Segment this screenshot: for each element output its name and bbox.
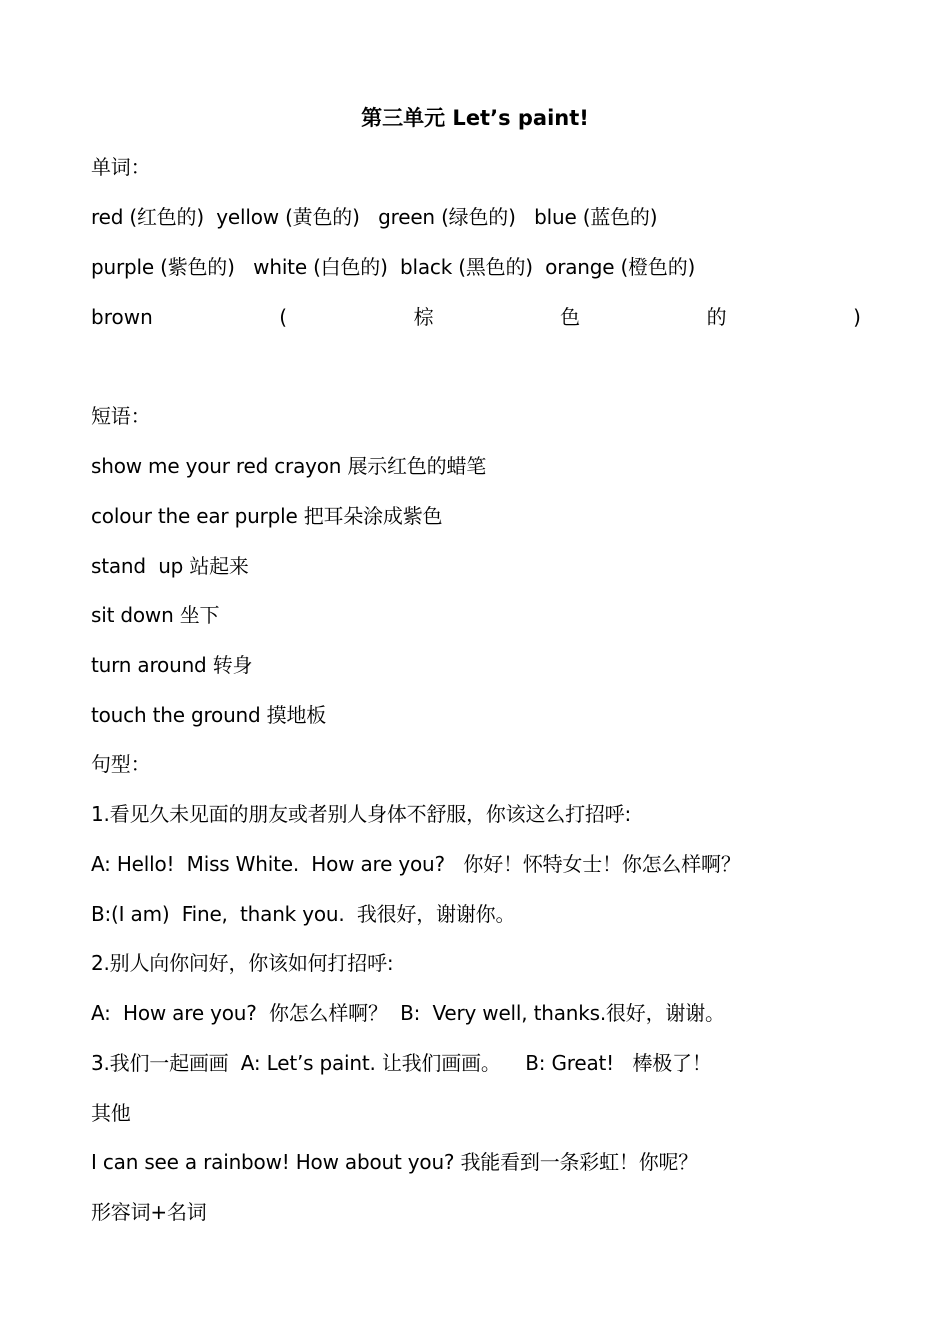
phrase-item: turn around 转身: [91, 653, 253, 677]
words-line-3: [91, 303, 861, 331]
others-heading: 其他: [91, 1101, 131, 1125]
phrase-item: show me your red crayon 展示红色的蜡笔: [91, 454, 487, 478]
sentence-line: 1.看见久未见面的朋友或者别人身体不舒服，你该这么打招呼:: [91, 802, 632, 826]
sentence-line: A: How are you? 你怎么样啊？ B: Very well, thanks.很好，谢谢。: [91, 1001, 725, 1025]
phrase-item: sit down 坐下: [91, 603, 220, 627]
paren-close: ): [853, 305, 861, 329]
words-line-1: red (红色的) yellow (黄色的) green (绿色的) blue (蓝色的): [91, 205, 658, 229]
sentence-line: A: Hello! Miss White. How are you? 你好！怀特女士！你怎么样啊？: [91, 852, 741, 876]
phrase-item: touch the ground 摸地板: [91, 703, 327, 727]
words-heading: 单词：: [91, 155, 151, 179]
page-title: 第三单元 Let’s paint!: [361, 106, 589, 130]
char-3: 的: [706, 305, 727, 329]
last-line: 形容词+名词: [91, 1200, 207, 1224]
sentence-line: 3.我们一起画画 A: Let’s paint. 让我们画画。 B: Great! 棒极了！: [91, 1051, 712, 1075]
sentence-line: 2.别人向你问好，你该如何打招呼:: [91, 951, 394, 975]
paren-open: (: [279, 305, 288, 329]
phrase-item: colour the ear purple 把耳朵涂成紫色: [91, 504, 443, 528]
phrases-heading: 短语：: [91, 404, 151, 428]
others-line: I can see a rainbow! How about you? 我能看到一条彩虹！你呢？: [91, 1150, 699, 1174]
phrase-item: stand up 站起来: [91, 554, 249, 578]
char-2: 色: [560, 305, 581, 329]
word-brown: brown: [91, 305, 153, 329]
sentence-line: B:(I am) Fine, thank you. 我很好，谢谢你。: [91, 902, 516, 926]
sentences-heading: 句型：: [91, 752, 151, 776]
char-1: 棕: [413, 305, 434, 329]
words-line-2: purple (紫色的) white (白色的) black (黑色的) orange (橙色的): [91, 255, 696, 279]
